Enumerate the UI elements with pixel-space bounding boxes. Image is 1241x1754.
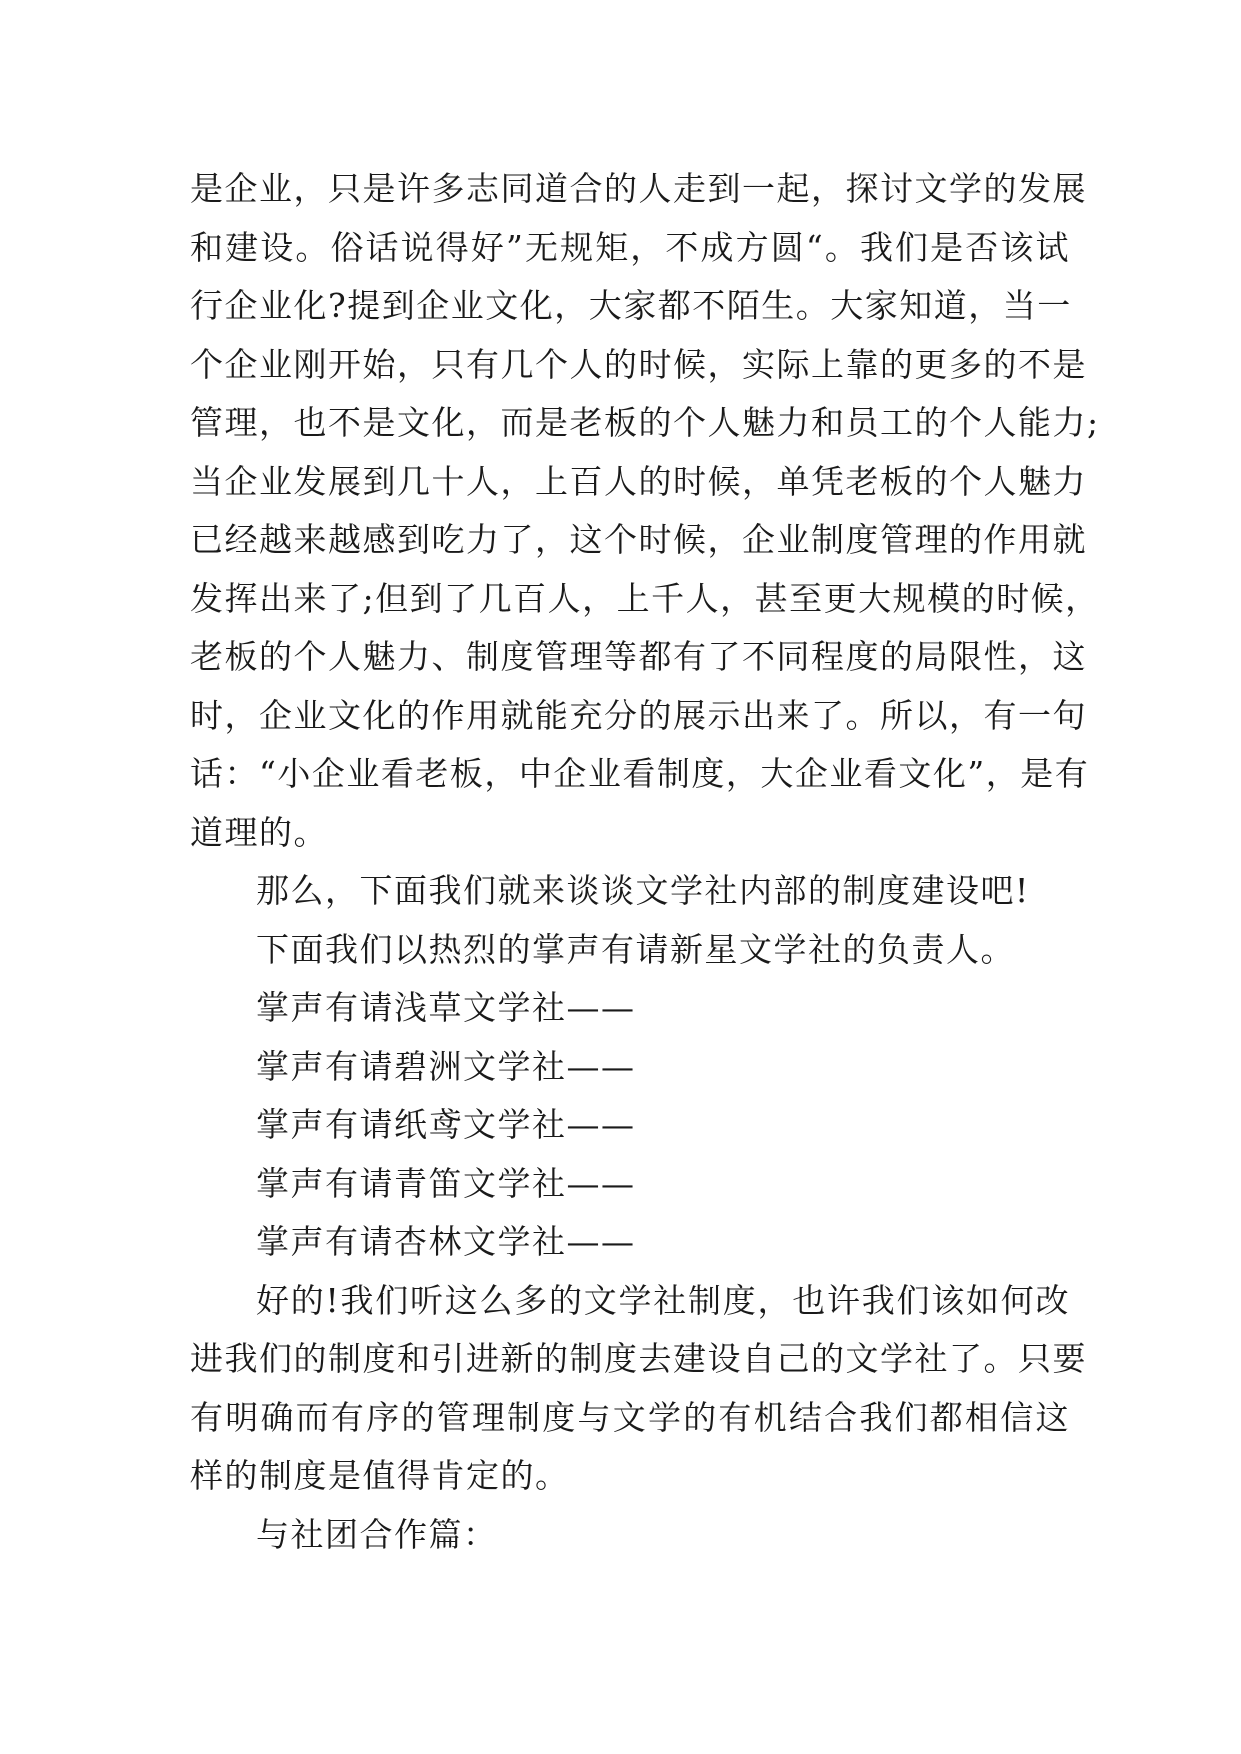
text-line: 发挥出来了;但到了几百人，上千人，甚至更大规模的时候，	[190, 578, 1100, 618]
text-line: 行企业化?提到企业文化，大家都不陌生。大家知道，当一	[190, 286, 1072, 325]
text-line: 掌声有请青笛文学社——	[256, 1163, 636, 1203]
text-line: 个企业刚开始，只有几个人的时候，实际上靠的更多的不是	[190, 344, 1087, 384]
text-line: 进我们的制度和引进新的制度去建设自己的文学社了。只要	[190, 1339, 1087, 1378]
document-body	[190, 160, 1100, 1564]
text-line: 掌声有请纸鸢文学社——	[256, 1105, 636, 1144]
text-line: 已经越来越感到吃力了，这个时候，企业制度管理的作用就	[190, 520, 1087, 559]
text-line: 好的!我们听这么多的文学社制度，也许我们该如何改	[256, 1280, 1070, 1320]
text-line: 老板的个人魅力、制度管理等都有了不同程度的局限性，这	[190, 637, 1087, 676]
text-line: 那么，下面我们就来谈谈文学社内部的制度建设吧!	[256, 871, 1030, 910]
text-line: 是企业，只是许多志同道合的人走到一起，探讨文学的发展	[190, 169, 1087, 208]
text-line: 有明确而有序的管理制度与文学的有机结合我们都相信这	[190, 1397, 1070, 1437]
text-line: 和建设。俗话说得好”无规矩，不成方圆“。我们是否该试	[190, 227, 1070, 267]
text-line: 话：“小企业看老板，中企业看制度，大企业看文化”，是有	[190, 754, 1090, 793]
text-line: 管理，也不是文化，而是老板的个人魅力和员工的个人能力;	[190, 403, 1100, 442]
text-line: 掌声有请浅草文学社——	[256, 988, 636, 1027]
text-line: 掌声有请杏林文学社——	[256, 1222, 636, 1261]
text-line: 下面我们以热烈的掌声有请新星文学社的负责人。	[256, 929, 1015, 969]
text-line: 样的制度是值得肯定的。	[190, 1456, 570, 1495]
text-line: 时，企业文化的作用就能充分的展示出来了。所以，有一句	[190, 695, 1087, 735]
text-line: 当企业发展到几十人，上百人的时候，单凭老板的个人魅力	[190, 461, 1087, 501]
text-line: 道理的。	[190, 812, 328, 852]
text-line: 掌声有请碧洲文学社——	[256, 1046, 636, 1086]
section-heading: 与社团合作篇：	[256, 1514, 498, 1554]
